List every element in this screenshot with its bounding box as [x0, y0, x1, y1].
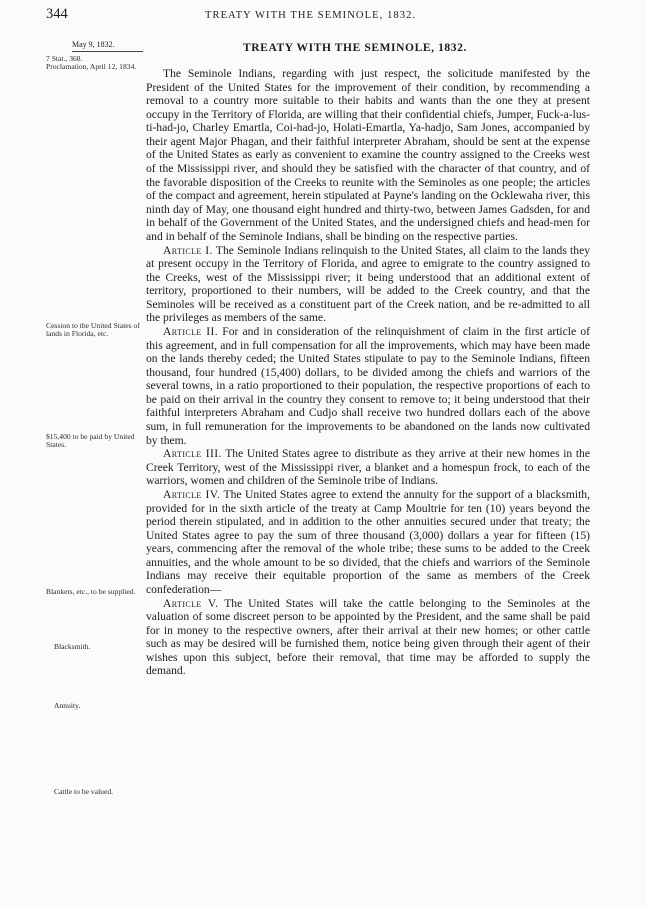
article-4-heading: Article IV. [163, 487, 221, 501]
article-2-heading: Article II. [163, 324, 219, 338]
article-1 [146, 244, 590, 325]
sidenote-divider [72, 51, 143, 52]
article-4 [146, 488, 590, 597]
article-3 [146, 447, 590, 488]
article-5-heading: Article V. [163, 596, 219, 610]
article-5 [146, 597, 590, 678]
sidenote-cattle: Cattle to be valued. [54, 787, 114, 796]
article-2-text: For and in consideration of the relinquishment of claim in the first article of this agreement, and in full compensation for all the improvements, which may have been made on the lands thereby ceded; the United States stipulate to pay to the Seminole Indians, fifteen thousand, four hundred (15,400) dollars, to be divided among the chiefs and warriors of the several towns, in a ratio proportioned to their population, the respective proportions of each to be paid on their arrival in the country they consent to remove to; it being understood that their faithful interpreters Abraham and Cudjo shall receive two hundred dollars each of the above sum, in full remuneration for the improvements to be abandoned on the lands now cultivated by them. [146, 324, 590, 447]
sidenote-blankets: Blankets, etc., to be supplied. [46, 587, 136, 596]
running-header: TREATY WITH THE SEMINOLE, 1832. [205, 10, 417, 21]
article-2 [146, 325, 590, 447]
sidenote-citation: 7 Stat., 368. Proclamation, April 12, 1834. [46, 54, 137, 72]
article-3-text: The United States agree to distribute as they arrive at their new homes in the Creek Territory, west of the Mississippi river, a blanket and a homespun frock, to each of the warriors, women and children of the Seminole tribe of Indians. [146, 447, 590, 488]
sidenote-annuity: Annuity. [54, 701, 81, 710]
sidenote-blacksmith: Blacksmith. [54, 642, 91, 651]
sidenote-payment: $15,400 to be paid by United States. [46, 432, 135, 450]
sidenote-cession: Cession to the United States of lands in Florida, etc. [46, 321, 140, 339]
page-number: 344 [46, 6, 68, 22]
article-1-text: The Seminole Indians relinquish to the United States, all claim to the lands they at present occupy in the Territory of Florida, and agree to emigrate to the country assigned to the Creeks, west of the Mississippi river; it being understood that an additional extent of territory, proportioned to their numbers, will be added to the Creek country, and that the Seminoles will be received as a constituent part of the Creek nation, and be re-admitted to all the privileges as members of the same. [146, 243, 591, 325]
article-5-text: The United States will take the cattle belonging to the Seminoles at the valuation of some discreet person to be appointed by the President, and the same shall be paid for in money to the respective owners, after their arrival at their new homes; or other cattle such as may be desired will be furnished them, notice being given through their agent of their wishes upon this subject, before their removal, that time may be afforded to supply the demand. [146, 596, 590, 678]
article-1-heading: Article I. [163, 243, 213, 257]
preamble: The Seminole Indians, regarding with just respect, the solicitude manifested by the President of the United States for the improvement of their condition, by recommending a removal to a country more suitable to their habits and wants than the one they at present occupy in the Territory of Florida, are willing that their confidential chiefs, Jumper, Fuck-a-lus-ti-had-jo, Charley Emartla, Coi-had-jo, Holati-Emartla, Ya-hadjo, Sam Jones, accompanied by their agent Major Phagan, and their faithful interpreter Abraham, should be sent at the expense of the United States as early as convenient to examine the country assigned to the Creeks west of the Mississippi river, and should they be satisfied with the character of that country, and of the favorable disposition of the Creeks to reunite with the Seminoles as one people; the articles of the compact and agreement, herein stipulated at Payne's landing on the Ocklewaha river, this ninth day of May, one thousand eight hundred and thirty-two, between James Gadsden, for and in behalf of the Government of the United States, and the undersigned chiefs and head-men for and in behalf of the Seminole Indians, shall be binding on the respective parties. [146, 67, 590, 243]
treaty-body [146, 67, 590, 678]
article-4-text: The United States agree to extend the annuity for the support of a blacksmith, provided for in the sixth article of the treaty at Camp Moultrie for ten (10) years beyond the period therein stipulated, and in addition to the other annuities secured under that treaty; the United States agree to pay the sum of three thousand (3,000) dollars a year for fifteen (15) years, commencing after the removal of the whole tribe; these sums to be added to the Creek annuities, and the whole amount to be so divided, that the chiefs and warriors of the Seminole Indians may receive their equitable proportion of the same as members of the Creek confederation— [146, 487, 590, 596]
article-3-heading: Article III. [163, 447, 222, 461]
document-title: TREATY WITH THE SEMINOLE, 1832. [243, 42, 467, 54]
sidenote-date: May 9, 1832. [72, 40, 115, 49]
